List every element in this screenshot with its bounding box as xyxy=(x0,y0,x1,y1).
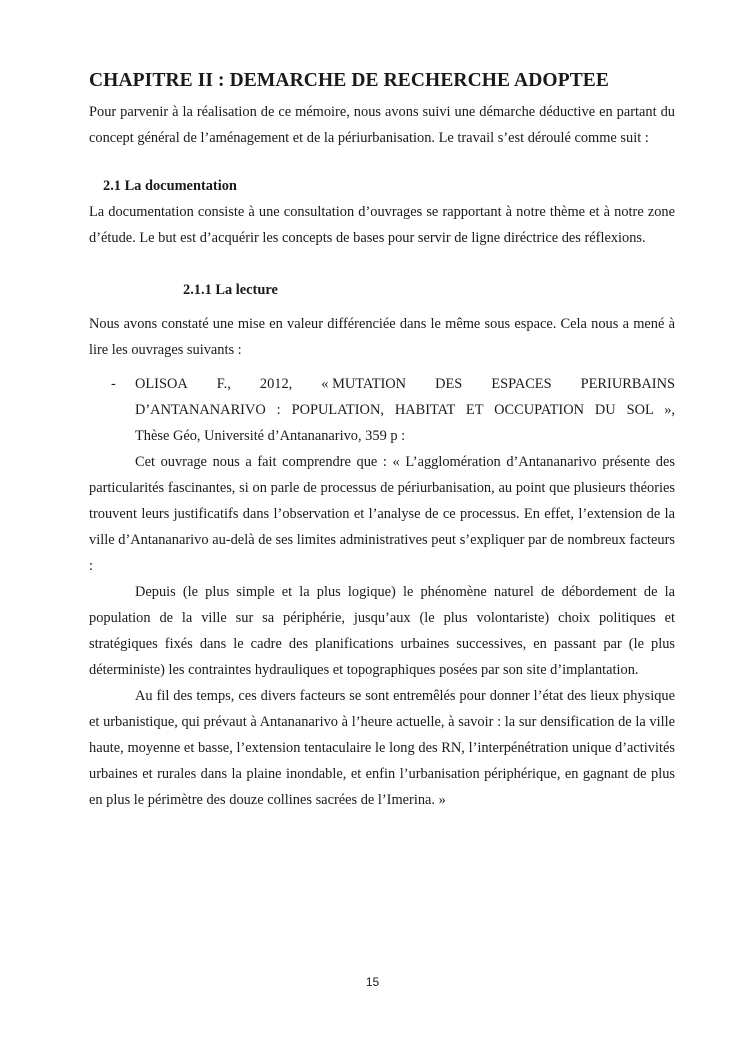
page-number: 15 xyxy=(365,975,380,989)
reference-author: OLISOA xyxy=(135,376,188,392)
intro-paragraph: Pour parvenir à la réalisation de ce mémoire, nous avons suivi une démarche déductive en partant du concept général de l’aménagement et de la périurbanisation. Le travail s’est déroulé comme suit : xyxy=(89,104,675,146)
quote-paragraph-1: Cet ouvrage nous a fait comprendre que : « L’agglomération d’Antananarivo présente des particularités fascinantes, si on parle de processus de périurbanisation, au point que plusieurs théories trouvent leurs justificatifs dans l’observation et l’analyse de ce processus. En effet, l’extension de la ville d’Antananarivo au-delà de ses limites administratives peut s’expliquer par de nombreux facteurs : xyxy=(89,454,675,574)
reference-first-line xyxy=(135,371,675,397)
list-bullet: - xyxy=(111,376,116,392)
reference-publication-info: Thèse Géo, Université d’Antananarivo, 359 p : xyxy=(135,428,406,444)
lecture-paragraph: Nous avons constaté une mise en valeur différenciée dans le même sous espace. Cela nous a mené à lire les ouvrages suivants : xyxy=(89,316,675,358)
section-heading-documentation: 2.1 La documentation xyxy=(103,178,237,194)
quote-paragraph-2: Depuis (le plus simple et la plus logique) le phénomène naturel de débordement de la population de la ville sur sa périphérie, jusqu’aux (le plus volontariste) choix politiques et stratégiques fixés dans le cadre des planifications urbaines successives, en passant par (le plus déterministe) les contraintes hydrauliques et topographiques posées par son site d’implantation. xyxy=(89,584,675,678)
document-page xyxy=(89,68,675,813)
list-item xyxy=(89,371,675,449)
reference-title-word: PERIURBAINS xyxy=(580,376,675,392)
documentation-paragraph: La documentation consiste à une consultation d’ouvrages se rapportant à notre thème et à notre zone d’étude. Le but est d’acquérir les concepts de bases pour servir de ligne diréctrice des réflexions. xyxy=(89,204,675,246)
chapter-title: CHAPITRE II : DEMARCHE DE RECHERCHE ADOPTEE xyxy=(89,70,610,91)
reference-year: 2012, xyxy=(259,376,293,392)
reference-title-word: DES xyxy=(435,376,463,392)
quote-paragraph-3: Au fil des temps, ces divers facteurs se sont entremêlés pour donner l’état des lieux physique et urbanistique, qui prévaut à Antananarivo à l’heure actuelle, à savoir : la sur densification de la ville haute, moyenne et basse, l’extension tentaculaire le long des RN, l’interpénétration unique d’activités urbaines et rurales dans la plaine inondable, et enfin l’urbanisation périphérique, en gagnant de plus en plus le périmètre des douze collines sacrées de l’Imerina. » xyxy=(89,688,675,808)
reference-title-word: ESPACES xyxy=(491,376,552,392)
subsection-heading-lecture: 2.1.1 La lecture xyxy=(183,282,278,298)
reference-list xyxy=(89,371,675,449)
reference-title-word: « MUTATION xyxy=(321,376,407,392)
reference-title-continued: D’ANTANANARIVO : POPULATION, HABITAT ET OCCUPATION DU SOL », xyxy=(135,402,675,418)
reference-initial: F., xyxy=(216,376,231,392)
